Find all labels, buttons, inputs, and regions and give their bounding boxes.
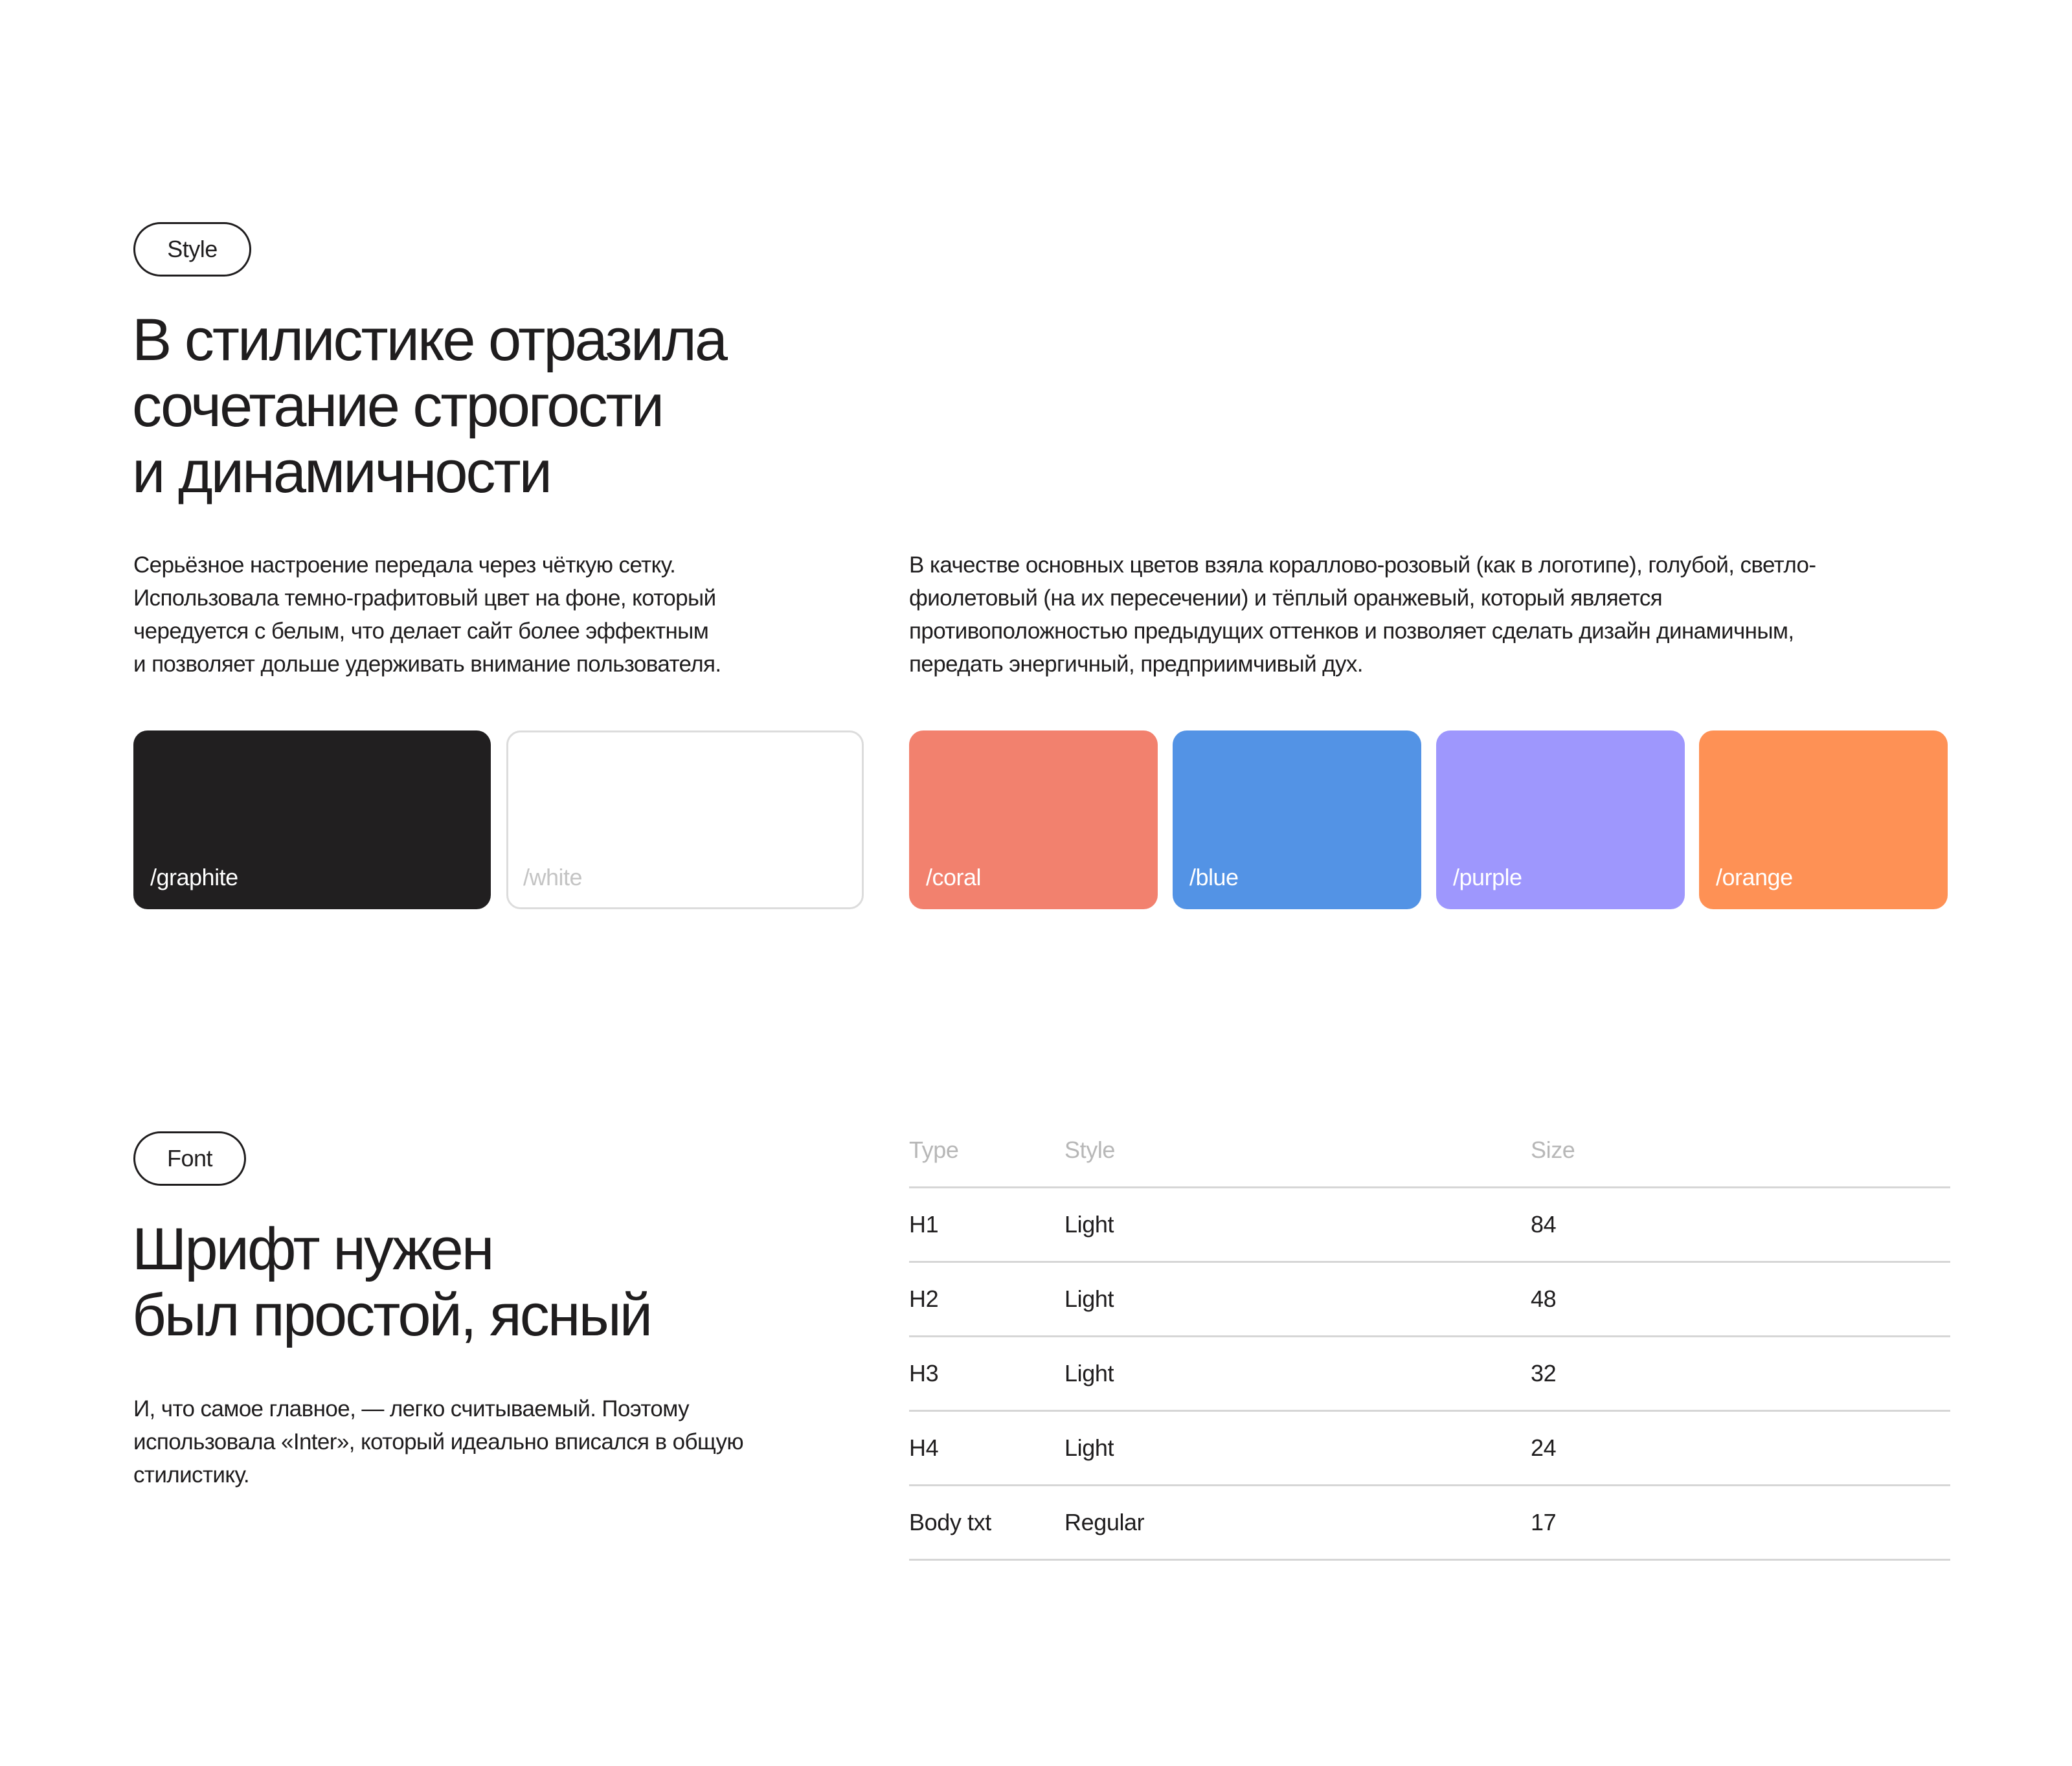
cell-type: Body txt <box>909 1509 991 1535</box>
cell-size: 32 <box>1531 1360 1557 1387</box>
font-heading <box>132 1216 651 1348</box>
paragraph-line: противоположностью предыдущих оттенков и позволяет сделать дизайн динамичным, <box>909 618 1794 644</box>
cell-type: H2 <box>909 1285 939 1312</box>
paragraph-line: И, что самое главное, — легко считываемый. Поэтому <box>133 1396 690 1421</box>
table-row <box>909 1263 1950 1337</box>
header-size: Size <box>1531 1137 1575 1163</box>
swatch-label: /blue <box>1189 864 1239 890</box>
color-swatch-white <box>506 730 864 909</box>
font-heading-line: был простой, ясный <box>132 1282 651 1348</box>
paragraph-line: В качестве основных цветов взяла кораллово-розовый (как в логотипе), голубой, светло- <box>909 552 1816 578</box>
color-swatch-graphite <box>133 730 491 909</box>
style-right-paragraph <box>909 549 1816 681</box>
swatch-label: /graphite <box>150 864 238 890</box>
table-header-row <box>909 1114 1950 1188</box>
color-swatch-orange <box>1699 730 1948 909</box>
cell-type: H4 <box>909 1434 939 1461</box>
header-type: Type <box>909 1137 959 1163</box>
color-swatch-purple <box>1436 730 1685 909</box>
style-left-paragraph <box>133 549 721 681</box>
color-swatch-coral <box>909 730 1158 909</box>
paragraph-line: фиолетовый (на их пересечении) и тёплый оранжевый, который является <box>909 585 1663 611</box>
cell-size: 48 <box>1531 1285 1557 1312</box>
style-heading <box>132 307 726 505</box>
paragraph-line: передать энергичный, предприимчивый дух. <box>909 651 1363 677</box>
cell-style: Regular <box>1064 1509 1145 1535</box>
color-swatch-blue <box>1173 730 1421 909</box>
table-row <box>909 1188 1950 1263</box>
font-heading-line: Шрифт нужен <box>132 1216 493 1282</box>
cell-size: 84 <box>1531 1211 1557 1238</box>
font-tag: Font <box>133 1131 246 1186</box>
paragraph-line: Серьёзное настроение передала через чёткую сетку. <box>133 552 676 578</box>
font-paragraph <box>133 1392 743 1491</box>
cell-type: H3 <box>909 1360 939 1387</box>
paragraph-line: и позволяет дольше удерживать внимание пользователя. <box>133 651 721 677</box>
cell-size: 24 <box>1531 1434 1557 1461</box>
swatch-label: /white <box>523 864 583 890</box>
paragraph-line: стилистику. <box>133 1462 249 1488</box>
paragraph-line: использовала «Inter», который идеально вписался в общую <box>133 1429 744 1455</box>
cell-size: 17 <box>1531 1509 1557 1535</box>
cell-style: Light <box>1064 1434 1114 1461</box>
paragraph-line: Использовала темно-графитовый цвет на фоне, который <box>133 585 716 611</box>
table-row <box>909 1412 1950 1486</box>
table-row <box>909 1337 1950 1412</box>
header-style: Style <box>1064 1137 1116 1163</box>
swatch-label: /purple <box>1453 864 1522 890</box>
cell-style: Light <box>1064 1360 1114 1387</box>
style-heading-line: сочетание строгости <box>132 373 663 439</box>
swatch-label: /coral <box>926 864 982 890</box>
swatch-label: /orange <box>1716 864 1793 890</box>
cell-type: H1 <box>909 1211 939 1238</box>
style-tag: Style <box>133 222 251 277</box>
cell-style: Light <box>1064 1211 1114 1238</box>
style-heading-line: В стилистике отразила <box>132 307 726 373</box>
style-heading-line: и динамичности <box>132 439 551 505</box>
cell-style: Light <box>1064 1285 1114 1312</box>
font-sizes-table <box>909 1114 1950 1561</box>
paragraph-line: чередуется с белым, что делает сайт более эффектным <box>133 618 709 644</box>
table-row <box>909 1486 1950 1561</box>
